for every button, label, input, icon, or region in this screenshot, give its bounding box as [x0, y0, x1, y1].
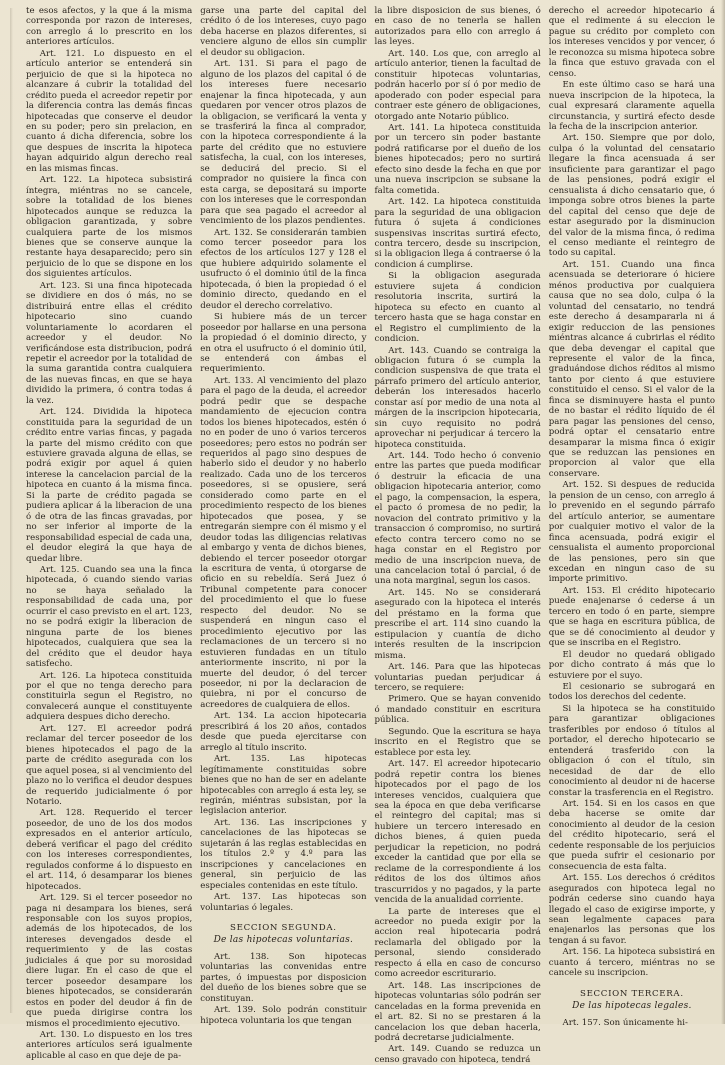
paragraph: la libre disposicion de sus bienes, ó en caso de no tenerla se hallen autorizados para ello con arreglo á las leyes.	[374, 6, 541, 48]
paragraph: Art. 131. Si para el pago de alguno de los plazos del capital ó de los intereses fuere necesario enajenar la finca hipotecada, y aun quedaren por vencer otros plazos de la obligacion, se verificará la venta y se trasferirá la finca al comprador, con la hipoteca correspondiente á la parte del crédito que no estuviere satisfecha, la cual, con los intereses, se deducirá del precio. Si el comprador no quisiere la finca con esta carga, se depositará su importe con los intereses que le correspondan para que sea pagado el acreedor al vencimiento de los plazos pendientes.	[200, 59, 367, 227]
paragraph: te esos afectos, y la que á la misma corresponda por razon de intereses, con arreglo á lo prescrito en los anteriores artículos.	[26, 6, 193, 48]
binding-shadow	[10, 8, 13, 1013]
paragraph: Art. 144. Todo hecho ó convenio entre las partes que pueda modificar ó destruir la eficacia de una obligacion hipotecaria anterior, como el pago, la compensacion, la espera, el pacto ó promesa de no pedir, la novacion del contrato primitivo y la transaccion ó compromiso, no surtirá efecto contra tercero como no se haga constar en el Registro por medio de una inscripcion nueva, de una cancelacion total ó parcial, ó de una nota marginal, segun los casos.	[374, 451, 541, 587]
paragraph: Art. 137. Las hipotecas son voluntarias ó legales.	[200, 892, 367, 913]
paragraph: Art. 151. Cuando una finca acensuada se deteriorare ó hiciere ménos productiva por cualquiera causa que no sea dolo, culpa ó la voluntad del censatario, no tendrá este derecho á desampararla ni á exigir reduccion de las pensiones miéntras alcance á cubrirlas el rédito que deba devengar el capital que represente el valor de la finca, graduándose dichos réditos al mismo tanto por ciento á que estuviere constituido el censo. Si el valor de la finca se disminuyere hasta el punto de no bastar el rédito líquido de él para pagar las pensiones del censo, podrá optar el censatario entre desamparar la misma finca ó exigir que se reduzcan las pensiones en proporcion al valor que ella conservare.	[548, 259, 715, 479]
paragraph: Art. 135. Las hipotecas legítimamente constituidas sobre bienes que no han de ser en adelante hipotecables con arreglo á esta ley, se regirán, miéntras subsistan, por la legislacion anterior.	[200, 754, 367, 817]
paragraph: Art. 156. La hipoteca subsistirá en cuanto á tercero, miéntras no se cancele su inscripcion.	[548, 947, 715, 979]
section-heading: SECCION TERCERA.	[580, 988, 684, 999]
paragraph: Segundo. Que la escritura se haya inscrito en el Registro que se establece por esta ley.	[374, 726, 541, 758]
paragraph: Art. 132. Se considerarán tambien como tercer poseedor para los efectos de los artículos 127 y 128 el que hubiere adquirido solamente el usufructo ó el dominio útil de la finca hipotecada, ó bien la propiedad ó el dominio directo, quedando en el deudor el derecho correlativo.	[200, 227, 367, 311]
paragraph: Art. 121. Lo dispuesto en el artículo anterior se entenderá sin perjuicio de que si la hipoteca no alcanzare á cubrir la totalidad del crédito pueda el acreedor repetir por la diferencia contra las demás fincas hipotecadas que conserve el deudor en su poder; pero sin prelacion, en cuanto á dicha diferencia, sobre los que despues de inscrita la hipoteca hayan adquirido algun derecho real en las mismas fincas.	[26, 48, 193, 174]
paragraph: Art. 140. Los que, con arreglo al artículo anterior, tienen la facultad de constituir hipotecas voluntarias, podrán hacerlo por sí ó por medio de apoderado con poder especial para contraer este género de obligaciones, otorgado ante Notario público.	[374, 48, 541, 122]
paragraph: Art. 139. Solo podrán constituir hipoteca voluntaria los que tengan	[200, 1005, 367, 1026]
section-subheading: De las hipotecas voluntarias.	[213, 935, 354, 946]
paragraph: Art. 133. Al vencimiento del plazo para el pago de la deuda, el acreedor podrá pedir que se despache mandamiento de ejecucion contra todos los bienes hipotecados, estén ó no en poder de uno ó varios terceros poseedores; pero estos no podrán ser requeridos al pago sino despues de haberlo sido el deudor y no haberlo realizado. Cada uno de los terceros poseedores, si se opusiere, será considerado como parte en el procedimiento respecto de los bienes hipotecados que posea, y se entregarán siempre con él mismo y el deudor todas las diligencias relativas al embargo y venta de dichos bienes, debiendo el tercer poseedor otorgar la escritura de venta, ú otorgarse de oficio en su rebeldía. Será Juez ó Tribunal competente para conocer del procedimiento el que lo fuese respecto del deudor. No se suspenderá en ningun caso el procedimiento ejecutivo por las reclamaciones de un tercero si no estuvieren fundadas en un título anteriormente inscrito, ni por la muerte del deudor, ó del tercer poseedor, ni por la declaracion de quiebra, ni por el concurso de acreedores de cualquiera de ellos.	[200, 375, 367, 710]
paragraph: Art. 153. El crédito hipotecario puede enajenarse ó cederse á un tercero en todo ó en parte, siempre que se haga en escritura pública, de que se dé conocimiento al deudor y que se inscriba en el Registro.	[548, 585, 715, 649]
paragraph: Art. 126. La hipoteca constituida por el que no tenga derecho para constituirla segun el Registro, no convalecerá aunque el constituyente adquiera despues dicho derecho.	[26, 670, 193, 723]
paragraph: Art. 129. Si el tercer poseedor no paga ni desampara los bienes, será responsable con los suyos propios, además de los hipotecados, de los intereses devengados desde el requerimiento y de las costas judiciales á que por su morosidad diere lugar. En el caso de que el tercer poseedor desampare los bienes hipotecados, se considerarán estos en poder del deudor á fin de que pueda dirigirse contra los mismos el procedimiento ejecutivo.	[26, 893, 193, 1029]
paragraph: garse una parte del capital del crédito ó de los intereses, cuyo pago deba hacerse en plazos diferentes, si venciere alguno de ellos sin cumplir el deudor su obligacion.	[200, 6, 367, 58]
paragraph: La parte de intereses que el acreedor no pueda exigir por la accion real hipotecaria podrá reclamarla del obligado por la personal, siendo considerado respecto á ella en caso de concurso como acreedor escriturario.	[374, 906, 541, 980]
paragraph: El cesionario se subrogará en todos los derechos del cedente.	[548, 682, 715, 703]
column-2	[200, 6, 366, 1024]
paragraph: Art. 130. Lo dispuesto en los tres anteriores artículos será igualmente aplicable al caso en que deje de pa-	[26, 1029, 193, 1061]
column-1	[26, 6, 193, 1061]
paragraph: Art. 146. Para que las hipotecas voluntarias puedan perjudicar á tercero, se requiere:	[374, 662, 541, 693]
paragraph: Art. 123. Si una finca hipotecada se dividiere en dos ó más, no se distribuirá entre ellas el crédito hipotecario sino cuando voluntariamente lo acordaren el acreedor y el deudor. No verificándose esta distribucion, podrá repetir el acreedor por la totalidad de la suma garantida contra cualquiera de las nuevas fincas, en que se haya dividido la primera, ó contra todas á la vez.	[26, 280, 193, 406]
paragraph: derecho el acreedor hipotecario á que el redimente á su eleccion le pague su crédito por completo con los intereses vencidos y por vencer, ó le reconozca su misma hipoteca sobre la finca que estuvo gravada con el censo.	[548, 6, 715, 79]
paragraph: Art. 134. La accion hipotecaria prescribirá á los 20 años, contados desde que pueda ejercitarse con arreglo al título inscrito.	[200, 711, 367, 753]
paragraph: Art. 138. Son hipotecas voluntarias las convenidas entre partes, ó impuestas por disposicion del dueño de los bienes sobre que se constituyan.	[200, 951, 367, 1004]
paragraph: Art. 127. El acreedor podrá reclamar del tercer poseedor de los bienes hipotecados el pago de la parte de crédito asegurada con los que aquel posea, si al vencimiento del plazo no lo verifica el deudor despues de requerido judicialmente ó por Notario.	[26, 723, 193, 807]
paragraph: Art. 141. La hipoteca constituida por un tercero sin poder bastante podrá ratificarse por el dueño de los bienes hipotecados; pero no surtirá efecto sino desde la fecha en que por una nueva inscripcion se subsane la falta cometida.	[374, 122, 541, 196]
paragraph: Art. 124. Dividida la hipoteca constituida para la seguridad de un crédito entre varias fincas, y pagada la parte del mismo crédito con que estuviere gravada alguna de ellas, se podrá exigir por aquel á quien interese la cancelacion parcial de la hipoteca en cuanto á la misma finca. Si la parte de crédito pagada se pudiera aplicar á la liberacion de una ó de otra de las fincas gravadas, por no ser inferior al importe de la responsabilidad especial de cada una, el deudor elegirá la que haya de quedar libre.	[26, 407, 193, 564]
paragraph: Art. 149. Cuando se reduzca un censo gravado con hipoteca, tendrá	[374, 1044, 541, 1065]
paragraph: Si la obligacion asegurada estuviere sujeta á condicion resolutoria inscrita, surtirá la hipoteca su efecto en cuanto al tercero hasta que se haga constar en el Registro el cumplimiento de la condicion.	[374, 271, 541, 345]
paragraph: Art. 148. Las inscripciones de hipotecas voluntarias sólo podrán ser canceladas en la forma prevenida en el art. 82. Si no se prestaren á la cancelacion los que deban hacerla, podrá decretarse judicialmente.	[374, 980, 541, 1043]
paragraph: Art. 128. Requerido el tercer poseedor, de uno de los dos modos expresados en el anterior artículo, deberá verificar el pago del crédito con los intereses correspondientes, regulados conforme á lo dispuesto en el art. 114, ó desamparar los bienes hipotecados.	[26, 808, 193, 892]
paragraph: Art. 150. Siempre que por dolo, culpa ó la voluntad del censatario llegare la finca acensuada á ser insuficiente para garantizar el pago de las pensiones, podrá exigir el censualista á dicho censatario que, ó imponga sobre otros bienes la parte del capital del censo que deje de estar asegurado por la disminucion del valor de la misma finca, ó redima el censo mediante el reintegro de todo su capital.	[548, 133, 715, 259]
paragraph: En este último caso se hará una nueva inscripcion de la hipoteca, la cual expresará claramente aquella circunstancia, y surtirá efecto desde la fecha de la inscripcion anterior.	[548, 80, 715, 132]
paragraph: Art. 145. No se considerará asegurado con la hipoteca el interés del préstamo en la forma que prescribe el art. 114 sino cuando la estipulacion y cuantía de dicho interés resulten de la inscripcion misma.	[374, 587, 541, 661]
section-heading: SECCION SEGUNDA.	[230, 922, 337, 933]
paragraph: Primero. Que se hayan convenido ó mandado constituir en escritura pública.	[374, 694, 541, 726]
column-3	[374, 6, 541, 1065]
paragraph: Art. 143. Cuando se contraiga la obligacion futura ó se cumpla la condicion suspensiva de que trata el párrafo primero del artículo anterior, deberán los interesados hacerlo constar así por medio de una nota al márgen de la inscripcion hipotecaria, sin cuyo requisito no podrá aprovechar ni perjudicar á tercero la hipoteca constituida.	[374, 345, 541, 450]
section-subheading: De las hipotecas legales.	[572, 1001, 692, 1012]
column-4	[548, 6, 715, 1028]
text-columns	[26, 6, 715, 1065]
paragraph: Art. 154. Si en los casos en que deba hacerse se omite dar conocimiento al deudor de la cesion del crédito hipotecario, será el cedente responsable de los perjuicios que pueda sufrir el cesionario por consecuencia de esta falta.	[548, 798, 715, 872]
paragraph: El deudor no quedará obligado por dicho contrato á más que lo estuviere por el suyo.	[548, 649, 715, 681]
paragraph: Art. 125. Cuando sea una la finca hipotecada, ó cuando siendo varias no se haya señalado la responsabilidad de cada una, por ocurrir el caso previsto en el art. 123, no se podrá exigir la liberacion de ninguna parte de los bienes hipotecados, cualquiera que sea la del crédito que el deudor haya satisfecho.	[26, 565, 193, 670]
paragraph: Art. 147. El acreedor hipotecario podrá repetir contra los bienes hipotecados por el pago de los intereses vencidos, cualquiera que sea la época en que deba verificarse el reintegro del capital; mas si hubiere un tercero interesado en dichos bienes, á quien pueda perjudicar la repeticion, no podrá exceder la cantidad que por ella se reclame de la correspondiente á los réditos de los dos últimos años trascurridos y no pagados, y la parte vencida de la anualidad corriente.	[374, 759, 541, 906]
paragraph: Art. 136. Las inscripciones y cancelaciones de las hipotecas se sujetarán á las reglas establecidas en los títulos 2.º y 4.º para las inscripciones y cancelaciones en general, sin perjuicio de las especiales contenidas en este título.	[200, 817, 367, 891]
paragraph: Art. 152. Si despues de reducida la pension de un censo, con arreglo á lo prevenido en el segundo párrafo del artículo anterior, se aumentare por cualquier motivo el valor de la finca acensuada, podrá exigir el censualista el aumento proporcional de las pensiones, pero sin que excedan en ningun caso de su importe primitivo.	[548, 480, 715, 585]
page-edge-shadow	[721, 0, 725, 1024]
paragraph: Art. 155. Los derechos ó créditos asegurados con hipoteca legal no podrán cederse sino cuando haya llegado el caso de exigirse importe, y sean legalmente capaces para enajenarlos las personas que los tengan á su favor.	[548, 873, 715, 946]
paragraph: Art. 142. La hipoteca constituida para la seguridad de una obligacion futura ó sujeta á condiciones suspensivas inscritas surtirá efecto, contra tercero, desde su inscripcion, si la obligacion llega á contraerse ó la condicion á cumplirse.	[374, 197, 541, 270]
paragraph: Si hubiere más de un tercer poseedor por hallarse en una persona la propiedad ó el dominio directo, y en otra el usufructo ó el dominio útil, se entenderá con ámbas el requerimiento.	[200, 312, 367, 375]
paragraph: Art. 122. La hipoteca subsistirá íntegra, miéntras no se cancele, sobre la totalidad de los bienes hipotecados aunque se reduzca la obligacion garantizada, y sobre cualquiera parte de los mismos bienes que se conserve aunque la restante haya desaparecido; pero sin perjuicio de lo que se dispone en los dos siguientes artículos.	[26, 175, 193, 280]
paragraph: Si la hipoteca se ha constituido para garantizar obligaciones trasferibles por endoso ó títulos al portador, el derecho hipotecario se entenderá trasferido con la obligacion ó con el título, sin necesidad de dar de ello conocimiento al deudor ni de hacerse constar la trasferencia en el Registro.	[548, 703, 715, 798]
paragraph: Art. 157. Son únicamente hi-	[562, 1017, 688, 1028]
